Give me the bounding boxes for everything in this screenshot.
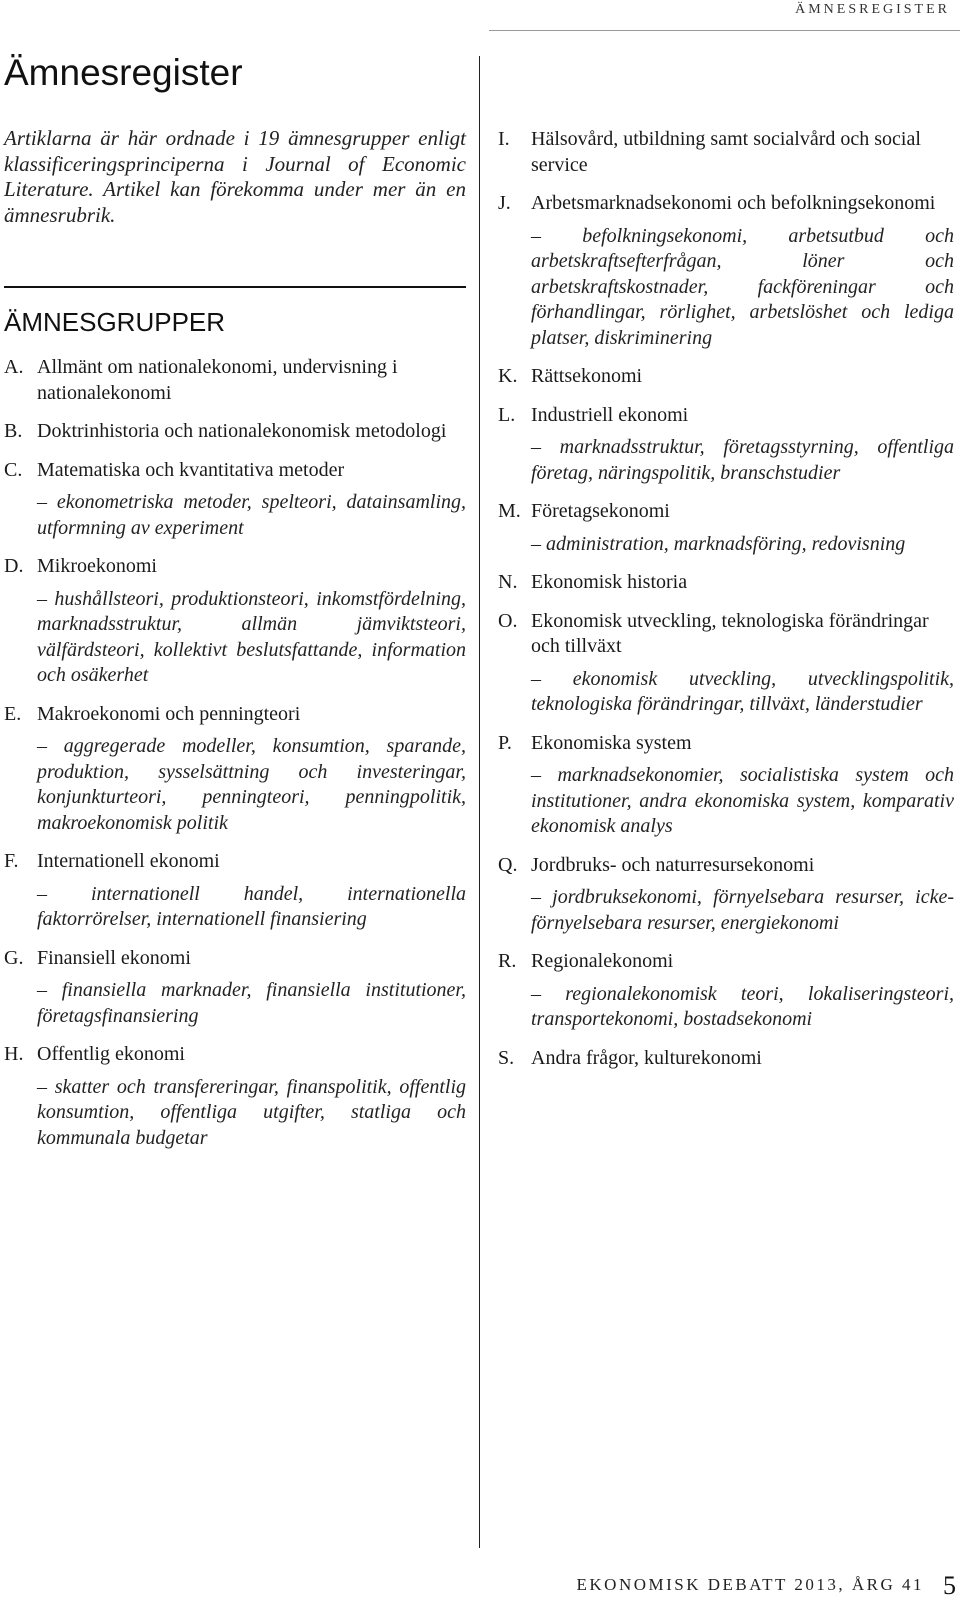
group-title: Andra frågor, kulturekonomi: [531, 1046, 762, 1069]
subject-group-list-right: [498, 127, 954, 1071]
group-title: Allmänt om nationalekonomi, undervisning i nationalekonomi: [37, 356, 398, 404]
dash-mark: –: [37, 587, 55, 610]
group-subtopics: [37, 734, 466, 836]
subject-group-heading: [498, 609, 954, 660]
subject-group: [4, 355, 466, 406]
subject-group-heading: [498, 1046, 954, 1072]
subject-group-heading: [498, 570, 954, 596]
subject-group: [498, 853, 954, 937]
subject-group-heading: [498, 731, 954, 757]
subject-group-heading: [498, 403, 954, 429]
subtopics-text: hushållsteori, produktionsteori, inkomstfördelning, marknadsstruktur, allmän jämviktsteori, välfärdsteori, kollektivt beslutsfattande, information och osäkerhet: [37, 587, 466, 687]
subject-group-heading: [498, 127, 954, 178]
subject-group: [4, 554, 466, 689]
right-column: [498, 127, 954, 1071]
page-number: 5: [943, 1571, 956, 1600]
subject-group-heading: [4, 946, 466, 972]
group-title: Offentlig ekonomi: [37, 1043, 185, 1066]
group-letter: M.: [498, 500, 521, 522]
footer-journal: EKONOMISK DEBATT 2013, ÅRG 41: [576, 1575, 924, 1594]
group-title: Arbetsmarknadsekonomi och befolkningsekonomi: [531, 192, 936, 214]
group-title: Ekonomisk utveckling, teknologiska förändringar och tillväxt: [531, 609, 929, 657]
subject-group: [498, 364, 954, 390]
group-subtopics: [37, 882, 466, 933]
dash-mark: –: [531, 532, 546, 555]
group-letter: K.: [498, 365, 518, 387]
group-letter: H.: [4, 1043, 24, 1066]
dash-mark: –: [37, 491, 57, 514]
subject-group-heading: [4, 702, 466, 728]
subject-group-list-left: [4, 355, 466, 1151]
subject-group: [498, 1046, 954, 1072]
intro-paragraph: Artiklarna är här ordnade i 19 ämnesgrupper enligt klassificeringsprinciperna i Journal of Economic Literature. Artikel kan förekomma under mer än en ämnesrubrik.: [4, 126, 466, 227]
subtopics-text: ekonomisk utveckling, utvecklingspolitik, teknologiska förändringar, tillväxt, länderstudier: [531, 667, 954, 715]
group-title: Ekonomiska system: [531, 731, 692, 754]
group-letter: Q.: [498, 853, 518, 876]
subtopics-text: jordbruksekonomi, förnyelsebara resurser, icke-förnyelsebara resurser, energiekonomi: [531, 886, 954, 934]
subject-group: [498, 570, 954, 596]
group-letter: N.: [498, 571, 518, 593]
subject-group-heading: [4, 554, 466, 580]
subject-group: [4, 419, 466, 445]
group-letter: L.: [498, 403, 516, 426]
group-subtopics: [37, 978, 466, 1029]
dash-mark: –: [531, 886, 553, 908]
subject-group: [498, 609, 954, 718]
group-letter: I.: [498, 128, 510, 150]
subtopics-text: internationell handel, internationella faktorrörelser, internationell finansiering: [37, 882, 466, 931]
subject-group-heading: [4, 1042, 466, 1068]
subject-group-heading: [4, 458, 466, 484]
group-letter: P.: [498, 731, 512, 754]
dash-mark: –: [37, 1075, 55, 1098]
group-subtopics: [531, 532, 954, 558]
group-letter: C.: [4, 458, 23, 481]
subtopics-text: regionalekonomisk teori, lokaliseringsteori, transportekonomi, bostadsekonomi: [531, 982, 955, 1030]
subject-group: [498, 731, 954, 840]
dash-mark: –: [37, 979, 62, 1002]
group-subtopics: [37, 587, 466, 689]
subtopics-text: administration, marknadsföring, redovisning: [546, 532, 906, 555]
subject-group: [498, 127, 954, 178]
section-heading: ÄMNESGRUPPER: [4, 307, 226, 338]
subject-group: [4, 702, 466, 837]
group-letter: F.: [4, 850, 19, 873]
subject-group: [498, 403, 954, 487]
subject-group-heading: [498, 853, 954, 879]
group-title: Makroekonomi och penningteori: [37, 702, 301, 725]
group-letter: B.: [4, 420, 23, 443]
group-title: Hälsovård, utbildning samt socialvård och social service: [531, 128, 921, 176]
dash-mark: –: [37, 882, 91, 905]
column-divider: [479, 56, 480, 1548]
group-letter: D.: [4, 555, 24, 578]
group-subtopics: [37, 490, 466, 541]
subject-group: [4, 1042, 466, 1151]
group-title: Internationell ekonomi: [37, 850, 220, 873]
dash-mark: –: [531, 667, 573, 690]
group-title: Jordbruks- och naturresursekonomi: [531, 853, 815, 876]
group-title: Finansiell ekonomi: [37, 946, 191, 969]
subject-group-heading: [498, 191, 954, 217]
subject-group: [4, 849, 466, 933]
page-title: Ämnesregister: [4, 52, 243, 93]
subtopics-text: marknadsstruktur, företagsstyrning, offentliga företag, näringspolitik, branschstudier: [531, 436, 954, 484]
group-title: Ekonomisk historia: [531, 571, 688, 593]
subject-group: [498, 191, 954, 351]
group-title: Företagsekonomi: [531, 500, 670, 522]
subject-group-heading: [4, 849, 466, 875]
group-subtopics: [531, 763, 954, 840]
subtopics-text: aggregerade modeller, konsumtion, sparande, produktion, sysselsättning och investeringar, konjunkturteori, penningteori, penningpolitik, makroekonomisk politik: [37, 735, 466, 834]
subject-group-heading: [498, 949, 954, 975]
group-letter: S.: [498, 1046, 515, 1069]
group-subtopics: [531, 982, 954, 1033]
group-letter: E.: [4, 702, 22, 725]
group-letter: O.: [498, 609, 518, 632]
subject-group: [4, 458, 466, 542]
subtopics-text: ekonometriska metoder, spelteori, datainsamling, utformning av experiment: [37, 491, 466, 539]
group-subtopics: [37, 1075, 466, 1152]
group-title: Mikroekonomi: [37, 555, 157, 578]
group-subtopics: [531, 885, 954, 936]
group-letter: J.: [498, 192, 511, 214]
group-title: Matematiska och kvantitativa metoder: [37, 458, 345, 481]
subject-group-heading: [4, 419, 466, 445]
dash-mark: –: [531, 764, 558, 786]
subject-group: [4, 946, 466, 1030]
subject-group-heading: [498, 364, 954, 390]
dash-mark: –: [37, 735, 64, 758]
subtopics-text: marknadsekonomier, socialistiska system och institutioner, andra ekonomiska system, komparativ ekonomisk analys: [531, 764, 955, 837]
section-rule: [4, 286, 466, 288]
dash-mark: –: [531, 224, 583, 247]
subject-group: [498, 499, 954, 557]
subtopics-text: finansiella marknader, finansiella institutioner, företagsfinansiering: [37, 979, 466, 1027]
group-title: Industriell ekonomi: [531, 403, 689, 426]
subtopics-text: befolkningsekonomi, arbetsutbud och arbetskraftsefterfrågan, löner och arbetskraftskostnader, fackföreningar och förhandlingar, rörlighet, arbetslöshet och lediga platser, diskriminering: [531, 224, 954, 349]
dash-mark: –: [531, 436, 560, 458]
group-letter: R.: [498, 950, 517, 972]
top-rule: [489, 30, 960, 31]
subtopics-text: skatter och transfereringar, finanspolitik, offentlig konsumtion, offentliga utgifter, statliga och kommunala budgetar: [37, 1075, 466, 1149]
subject-group-heading: [4, 355, 466, 406]
running-head: ÄMNESREGISTER: [795, 2, 950, 17]
group-title: Doktrinhistoria och nationalekonomisk metodologi: [37, 420, 447, 443]
group-letter: G.: [4, 946, 24, 969]
group-letter: A.: [4, 356, 24, 379]
group-title: Regionalekonomi: [531, 950, 674, 972]
left-column: [4, 48, 466, 1151]
group-subtopics: [531, 667, 954, 718]
subject-group-heading: [498, 499, 954, 525]
group-title: Rättsekonomi: [531, 365, 643, 387]
subject-group: [498, 949, 954, 1033]
dash-mark: –: [531, 982, 566, 1005]
group-subtopics: [531, 435, 954, 486]
group-subtopics: [531, 224, 954, 352]
